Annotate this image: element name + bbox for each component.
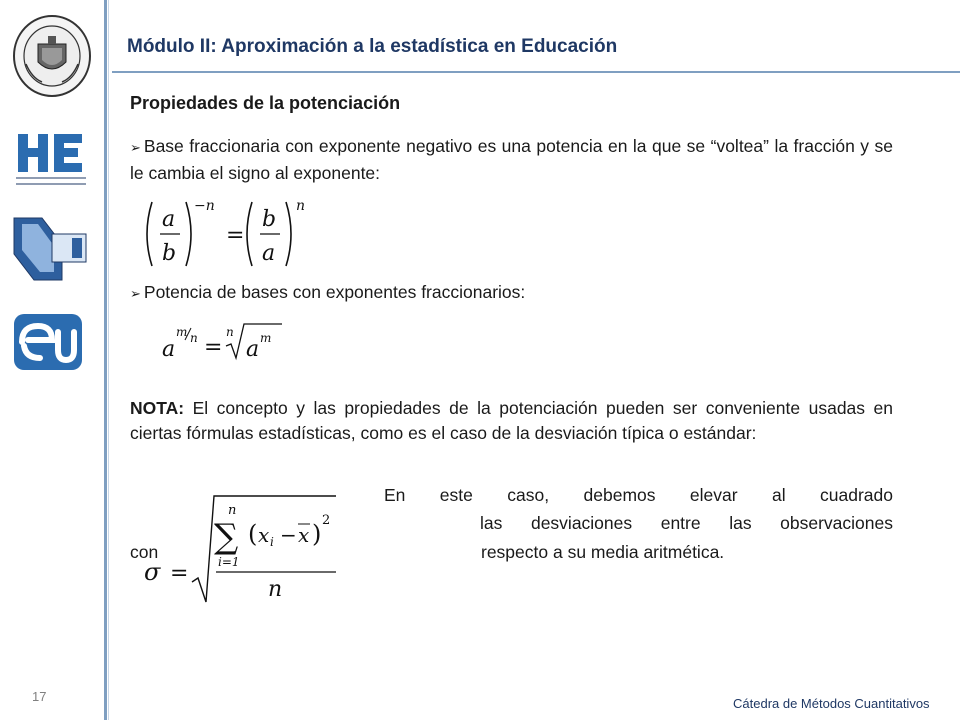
f3-open-paren: ( <box>248 520 258 548</box>
explanation-line-1: En este caso, debemos elevar al cuadrado <box>384 485 893 505</box>
formula-standard-deviation <box>140 490 350 605</box>
note-label: NOTA: <box>130 398 185 418</box>
f1-equals: = <box>226 223 245 248</box>
f1-exponent-left: −n <box>194 198 215 214</box>
f1-exponent-right: n <box>296 198 306 214</box>
f2-radicand-base: a <box>246 337 260 362</box>
f2-root-index: n <box>226 325 234 339</box>
f3-subscript-i: i <box>270 535 274 549</box>
f1-numerator-right-b: b <box>262 207 277 232</box>
title-underline <box>112 71 960 73</box>
arrow-bullet-icon: ➢ <box>130 141 141 156</box>
ead-logo <box>14 314 82 370</box>
sidebar-divider <box>104 0 107 720</box>
f2-exp-m: m <box>176 325 188 339</box>
f1-denominator-right-a: a <box>262 241 276 266</box>
bullet-text-1: Base fraccionaria con exponente negativo es una potencia en la que se “voltea” la fracción y se le cambia el signo al exponente: <box>130 136 893 183</box>
f3-minus: − <box>280 523 297 547</box>
fhe-logo <box>12 214 92 286</box>
f3-power: 2 <box>322 513 331 528</box>
f3-sum-symbol: ∑ <box>214 517 239 557</box>
f3-sum-bottom: i=1 <box>218 555 240 569</box>
f3-sum-top: n <box>228 503 237 518</box>
explanation-line-3-right: respecto a su media aritmética. <box>481 542 725 562</box>
arrow-bullet-icon: ➢ <box>130 287 141 302</box>
f1-numerator-left: a <box>162 207 176 232</box>
ucv-seal-logo <box>12 14 92 98</box>
footer-text: Cátedra de Métodos Cuantitativos <box>733 696 930 711</box>
formula-fractional-exponent <box>158 316 288 364</box>
f3-equals: = <box>170 561 189 586</box>
bullet-text-2: Potencia de bases con exponentes fraccionarios: <box>143 282 526 302</box>
page-number: 17 <box>32 689 47 704</box>
f1-denominator-left: b <box>162 241 177 266</box>
sidebar-divider-light <box>108 0 109 720</box>
humanidades-educacion-logo <box>14 128 88 188</box>
f3-x-bar: x <box>298 523 310 547</box>
bullet-item-1 <box>130 134 893 186</box>
note-paragraph <box>130 396 893 446</box>
section-title: Propiedades de la potenciación <box>130 93 401 113</box>
f2-radicand-exp: m <box>260 331 272 345</box>
f2-equals: = <box>204 335 223 360</box>
explanation-line-3-left: con <box>130 542 159 562</box>
explanation-line-2: las desviaciones entre las observaciones <box>480 513 893 533</box>
page-title: Módulo II: Aproximación a la estadística en Educación <box>127 36 618 57</box>
f3-sigma: σ <box>144 558 161 586</box>
f2-exp-n: n <box>190 331 198 345</box>
f3-x: x <box>258 523 270 547</box>
f3-denominator: n <box>268 577 283 602</box>
f3-close-paren: ) <box>312 520 322 548</box>
f2-base: a <box>162 337 176 362</box>
note-text: El concepto y las propiedades de la potenciación pueden ser conveniente usadas en ciertas fórmulas estadísticas, como es el caso de la desviación típica o estándar: <box>130 398 893 443</box>
formula-negative-exponent <box>140 196 320 272</box>
bullet-item-2 <box>130 280 893 307</box>
